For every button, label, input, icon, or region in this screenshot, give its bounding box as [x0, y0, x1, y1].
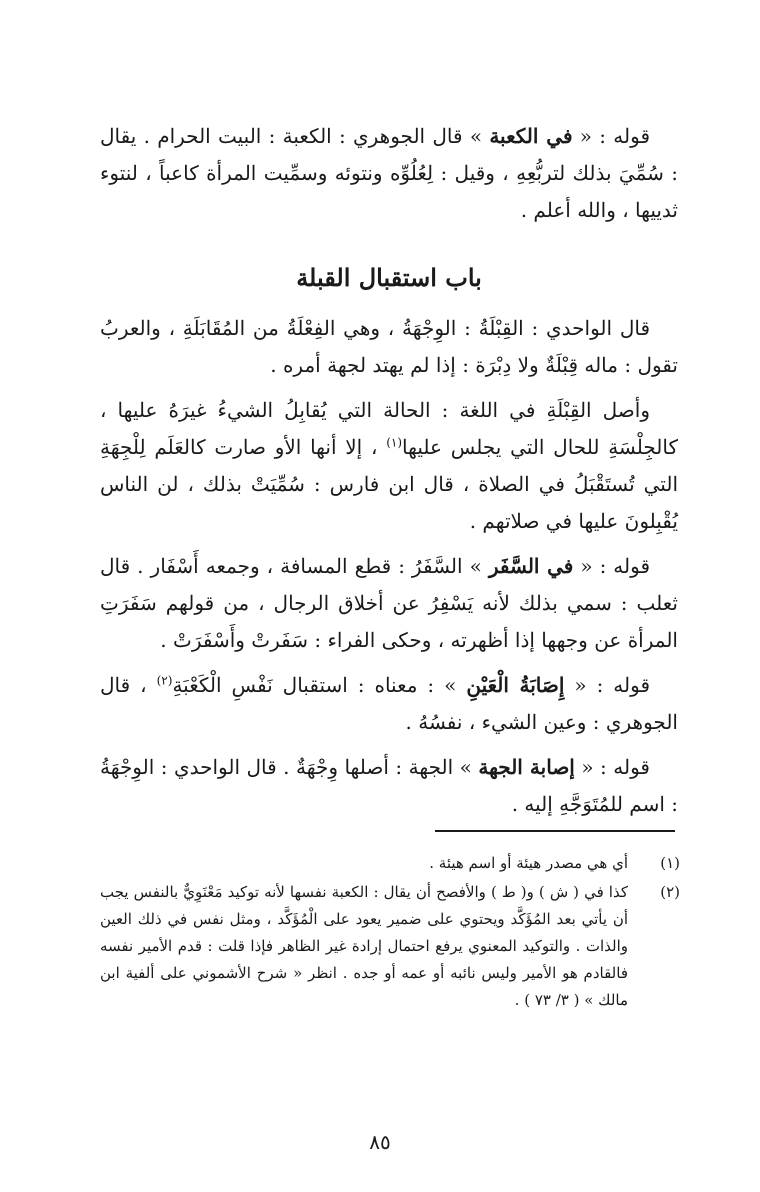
paragraph-wahidi-qibla: قال الواحدي : القِبْلَةُ : الوِجْهَةُ ، وهي الفِعْلَةُ من المُقَابَلَةِ ، والعربُ تقول : ماله قِبْلَةٌ ولا دِبْرَة : إذا لم يهتد لجهة أمره .	[100, 316, 678, 377]
footnote-text: كذا في ( ش ) و( ط ) والأفصح أن يقال : الكعبة نفسها لأنه توكيد مَعْنَوِيٌّ بالنفس يجب أن يأتي بعد المُؤَكَّد ويحتوي على ضمير يعود على الْمُؤَكَّد ، ومثل نفس في ذلك العين والذات . والتوكيد المعنوي يرفع احتمال إرادة غير الظاهر فإذا قلت : قدم الأمير نفسه فالقادم هو الأمير وليس نائبه أو عمه أو جده . انظر « شرح الأشموني على ألفية ابن مالك » ( ٣/ ٧٣ ) .	[100, 883, 628, 1009]
footnote-2	[100, 879, 680, 1014]
paragraph-safar: قوله : « في السَّفَر » السَّفَرُ : قطع المسافة ، وجمعه أَسْفَار . قال ثعلب : سمي بذلك لأنه يَسْفِرُ عن أخلاق الرجال ، من قولهم سَفَرَتِ المرأة عن وجهها إذا أظهرته ، وحكى الفراء : سَفَرتْ وأَسْفَرَتْ .	[100, 554, 678, 652]
chapter-heading: باب استقبال القبلة	[296, 263, 482, 292]
term-isabat-alayn: إِصَابَةُ الْعَيْنِ	[466, 673, 565, 697]
page-number: ٨٥	[369, 1130, 391, 1154]
term-fi-alsafar: في السَّفَر	[488, 554, 574, 578]
footnote-text: أي هي مصدر هيئة أو اسم هيئة .	[429, 854, 628, 872]
footnote-ref-1[interactable]: (١)	[386, 435, 403, 450]
term-fi-alkaaba: في الكعبة	[489, 124, 573, 148]
paragraph-kaaba: قوله : « في الكعبة » قال الجوهري : الكعبة : البيت الحرام . يقال : سُمِّيَ بذلك لتربُّعِهِ ، وقيل : لِعُلُوِّه ونتوئه وسمِّيت المرأة كاعباً ، لنتوء ثدييها ، والله أعلم .	[100, 124, 678, 222]
paragraph-isabat-aljiha: قوله : « إصابة الجهة » الجهة : أصلها وِجْهَةٌ . قال الواحدي : الوِجْهَةُ : اسم للمُتَوَجَّهِ إليه .	[100, 755, 678, 816]
footnote-1	[100, 850, 680, 877]
paragraph-isabat-alayn: قوله : « إِصَابَةُ الْعَيْنِ » : معناه : استقبال نَفْسِ الْكَعْبَةِ$^{(٢)}$ ، قال الجوهري : وعين الشيء ، نفسُهُ .	[100, 673, 678, 734]
term-isabat-aljiha: إصابة الجهة	[478, 755, 575, 779]
main-text	[100, 118, 678, 831]
footnote-divider	[435, 830, 675, 832]
footnote-ref-2[interactable]: (٢)	[156, 673, 173, 688]
footnote-number: (١)	[660, 854, 680, 872]
paragraph-qibla-origin: وأصل القِبْلَةِ في اللغة : الحالة التي يُقابِلُ الشيءُ غيرَهُ عليها ، كالجِلْسَةِ للحال التي يجلس عليها$^{(١)}$ ، إلا أنها الأو صارت كالعَلَم لِلْجِهَةِ التي تُستَقْبَلُ في الصلاة ، قال ابن فارس : سُمِّيَتْ بذلك ، لن الناس يُقْبِلونَ عليها في صلاتهم .	[100, 398, 678, 533]
footnote-number: (٢)	[660, 883, 680, 901]
footnotes	[100, 850, 680, 1016]
